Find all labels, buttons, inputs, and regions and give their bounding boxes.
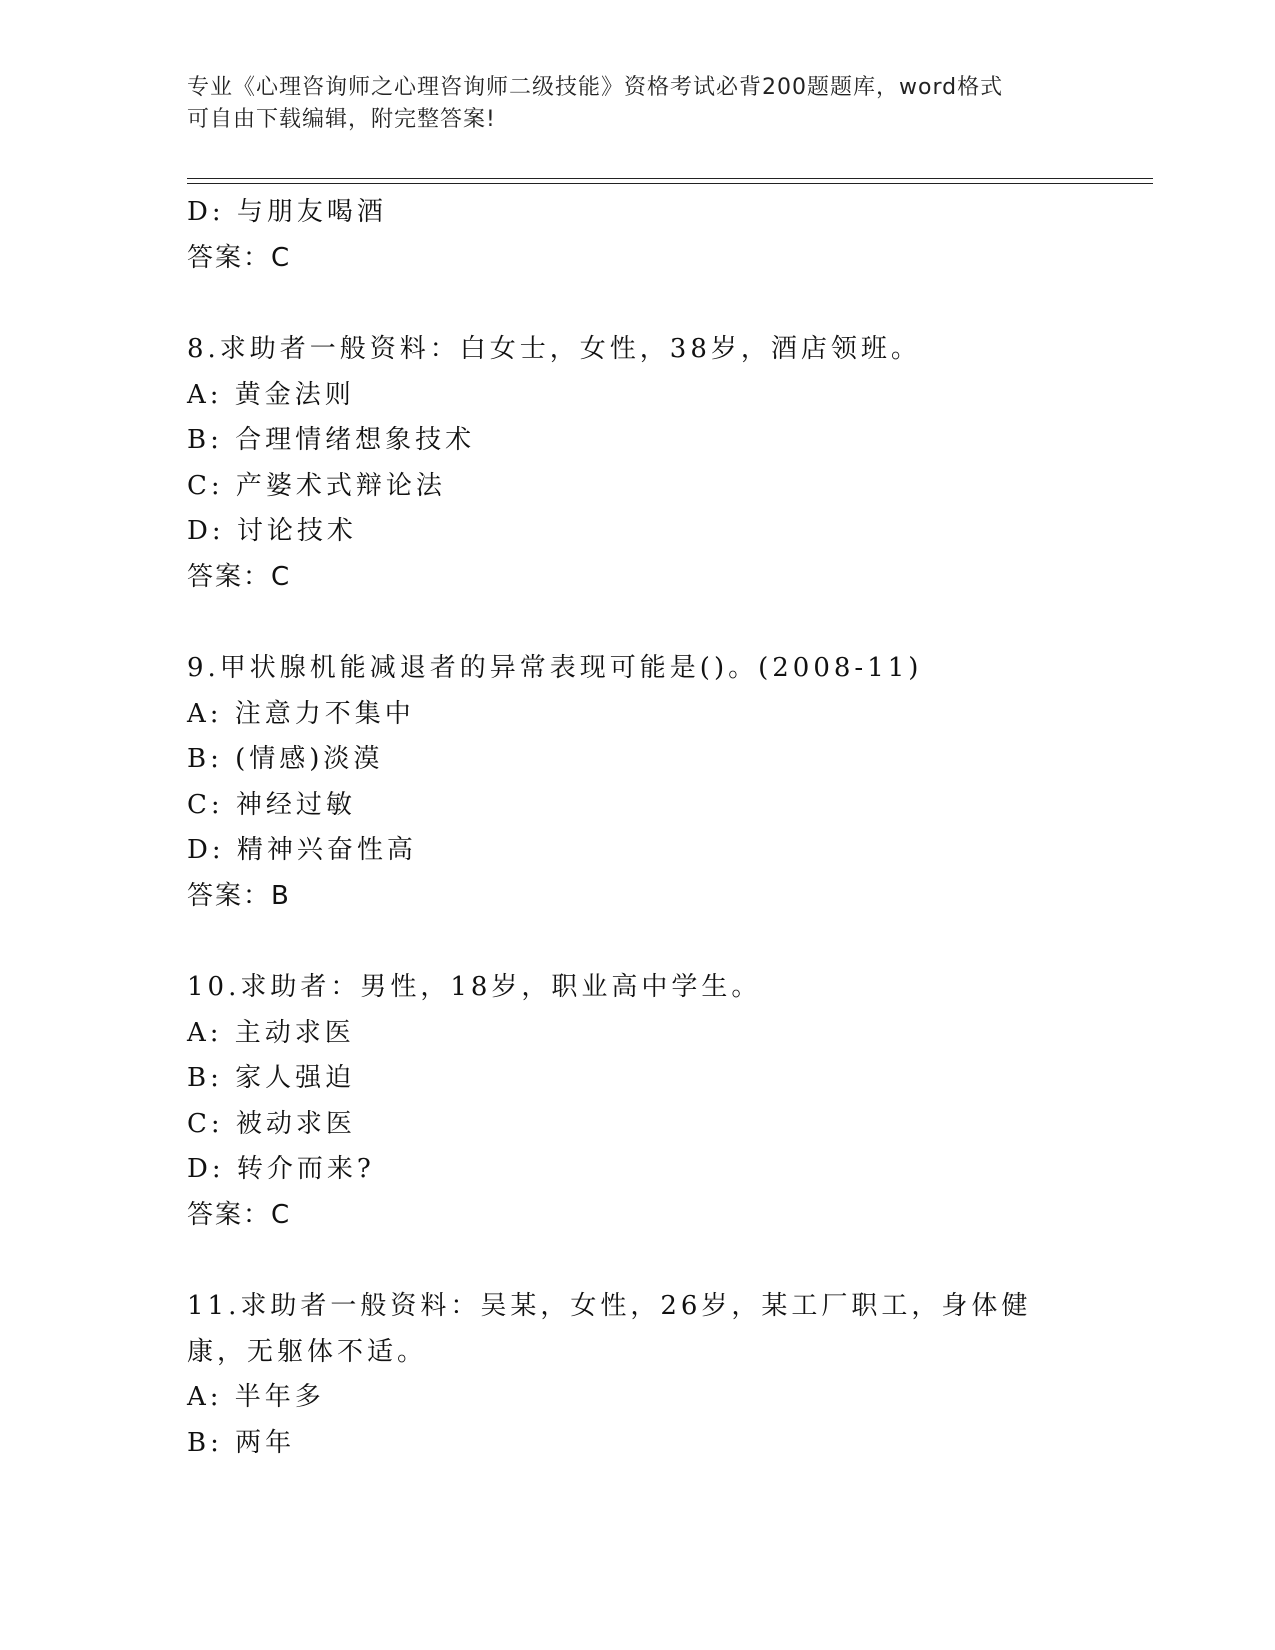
question-stem: 8.求助者一般资料：白女士，女性，38岁，酒店领班。 — [187, 334, 921, 364]
answer-label: 答案：C — [187, 242, 292, 273]
question-block-9 — [187, 646, 1087, 919]
document-header — [187, 72, 1087, 136]
option-c: C: 被动求医 — [187, 1108, 356, 1139]
option-a: A: 半年多 — [187, 1382, 325, 1412]
question-block-8 — [187, 327, 1087, 600]
answer-label: 答案：C — [187, 1199, 292, 1230]
answer-label: 答案：B — [187, 880, 291, 911]
spacer — [187, 919, 1087, 965]
header-line-1: 专业《心理咨询师之心理咨询师二级技能》资格考试必背200题题库，word格式 — [187, 75, 1004, 100]
option-d: D: 讨论技术 — [187, 516, 357, 546]
question-block-7 — [187, 190, 1087, 281]
question-stem: 11.求助者一般资料：吴某，女性，26岁，某工厂职工，身体健康，无躯体不适。 — [187, 1291, 1032, 1367]
option-b: B: 家人强迫 — [187, 1063, 356, 1093]
option-d: D: 精神兴奋性高 — [187, 835, 417, 865]
question-block-11 — [187, 1284, 1087, 1466]
spacer — [187, 600, 1087, 646]
question-stem: 9.甲状腺机能减退者的异常表现可能是()。(2008-11) — [187, 653, 923, 683]
option-d: D: 转介而来? — [187, 1154, 375, 1184]
option-a: A: 主动求医 — [187, 1017, 355, 1048]
question-block-10 — [187, 965, 1087, 1238]
option-b: B: 合理情绪想象技术 — [187, 425, 476, 455]
option-b: B: 两年 — [187, 1427, 296, 1458]
spacer — [187, 1238, 1087, 1284]
spacer — [187, 281, 1087, 327]
option-c: C: 神经过敏 — [187, 789, 356, 820]
option-a: A: 黄金法则 — [187, 379, 355, 410]
header-line-2: 可自由下载编辑，附完整答案! — [187, 107, 496, 132]
option-a: A: 注意力不集中 — [187, 698, 415, 729]
option-b: B: (情感)淡漠 — [187, 744, 384, 774]
question-stem: 10.求助者：男性，18岁，职业高中学生。 — [187, 972, 762, 1002]
header-rule-top — [187, 178, 1153, 179]
option-d: D: 与朋友喝酒 — [187, 197, 387, 227]
answer-label: 答案：C — [187, 561, 292, 592]
option-c: C: 产婆术式辩论法 — [187, 470, 446, 501]
header-rule-bottom — [187, 183, 1153, 184]
question-list — [187, 190, 1087, 1466]
